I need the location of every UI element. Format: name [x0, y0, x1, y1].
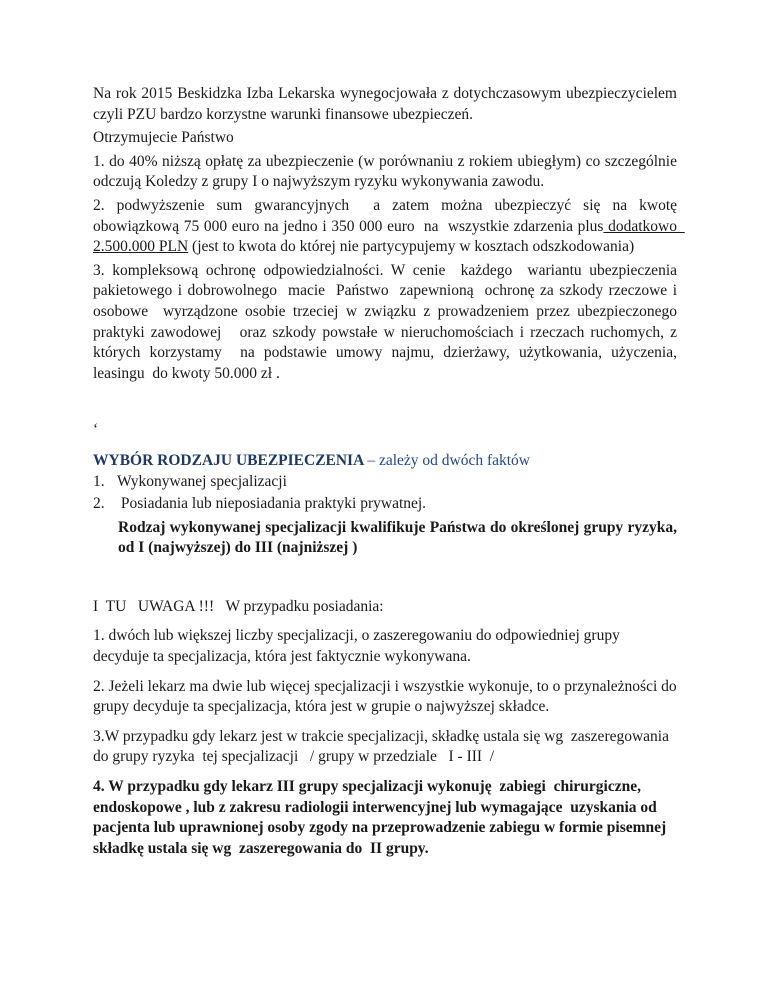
factor-item-1 — [93, 472, 677, 493]
uwaga-line: I TU UWAGA !!! W przypadku posiadania: — [93, 597, 384, 615]
underlined-amount: dodatkowo 2.500.000 PLN — [93, 217, 685, 256]
benefit-2-paragraph — [93, 196, 685, 258]
factor-item-2 — [93, 494, 677, 515]
factor-1-label: Wykonywanej specjalizacji — [117, 472, 287, 490]
stray-mark: ‘ — [93, 421, 99, 439]
case-paragraph-3: 3.W przypadku gdy lekarz jest w trakcie specjalizacji, składkę ustala się wg zaszeregowania do grupy ryzyka tej specjalizacji / grupy w przedziale I - III / — [93, 727, 673, 766]
factor-2-label: Posiadania lub nieposiadania praktyki prywatnej. — [117, 495, 427, 513]
case-paragraph-2: 2. Jeżeli lekarz ma dwie lub więcej specjalizacji i wszystkie wykonuje, to o przynależności do grupy decyduje ta specjalizacja, która jest w grupie o najwyższej składce. — [93, 677, 681, 716]
case-paragraph-1: 1. dwóch lub większej liczby specjalizacji, o zaszeregowaniu do odpowiedniej grupy decyduje ta specjalizacja, która jest faktycznie wykonywana. — [93, 627, 624, 666]
benefit-3-paragraph: 3. kompleksową ochronę odpowiedzialności. W cenie każdego wariantu ubezpieczenia pakietowego i dobrowolnego macie Państwo zapewnioną ochronę za szkody rzeczowe i osobowe wyrządzone osobie trzeciej w związku z prowadzeniem przez ubezpieczonego praktyki zawodowej oraz szkody powstałe w nieruchomościach i rzeczach ruchomych, z których korzystamy na podstawie umowy najmu, dzierżawy, użytkowania, użyczenia, leasingu do kwoty 50.000 zł . — [93, 261, 681, 382]
section-heading-main: WYBÓR RODZAJU UBEZPIECZENIA — [93, 451, 368, 469]
risk-group-note: Rodzaj wykonywanej specjalizacji kwalifikuje Państwa do określonej grupy ryzyka, od I (najwyższej) do III (najniższej ) — [118, 518, 681, 557]
factor-2-number: 2. — [93, 495, 105, 513]
section-heading-suffix: – zależy od dwóch faktów — [367, 451, 531, 469]
intro-paragraph: Na rok 2015 Beskidzka Izba Lekarska wynegocjowała z dotychczasowym ubezpieczycielem czyli PZU bardzo korzystne warunki finansowe ubezpieczeń. — [93, 85, 681, 123]
section-heading — [93, 451, 677, 472]
case-paragraph-4: 4. W przypadku gdy lekarz III grupy specjalizacji wykonuję zabiegi chirurgiczne, endoskopowe , lub z zakresu radiologii interwencyjnej lub wymagające uzyskania od pacjenta lub uprawnionej osoby zgody na przeprowadzenie zabiegu w formie pisemnej składkę ustala się wg zaszeregowania do II grupy. — [93, 778, 671, 857]
benefit-1-paragraph: 1. do 40% niższą opłatę za ubezpieczenie (w porównaniu z rokiem ubiegłym) co szczególnie odczują Koledzy z grupy I o najwyższym ryzyku wykonywania zawodu. — [93, 152, 681, 191]
factor-1-number: 1. — [93, 472, 105, 490]
benefit-2-tail: (jest to kwota do której nie partycypujemy w kosztach odszkodowania) — [188, 238, 635, 256]
benefit-2-text: 2. podwyższenie sum gwarancyjnych a zatem można ubezpieczyć się na kwotę obowiązkową 75 000 euro na jedno i 350 000 euro na wszystkie zdarzenia plus — [93, 196, 681, 235]
lead-line: Otrzymujecie Państwo — [93, 129, 234, 147]
